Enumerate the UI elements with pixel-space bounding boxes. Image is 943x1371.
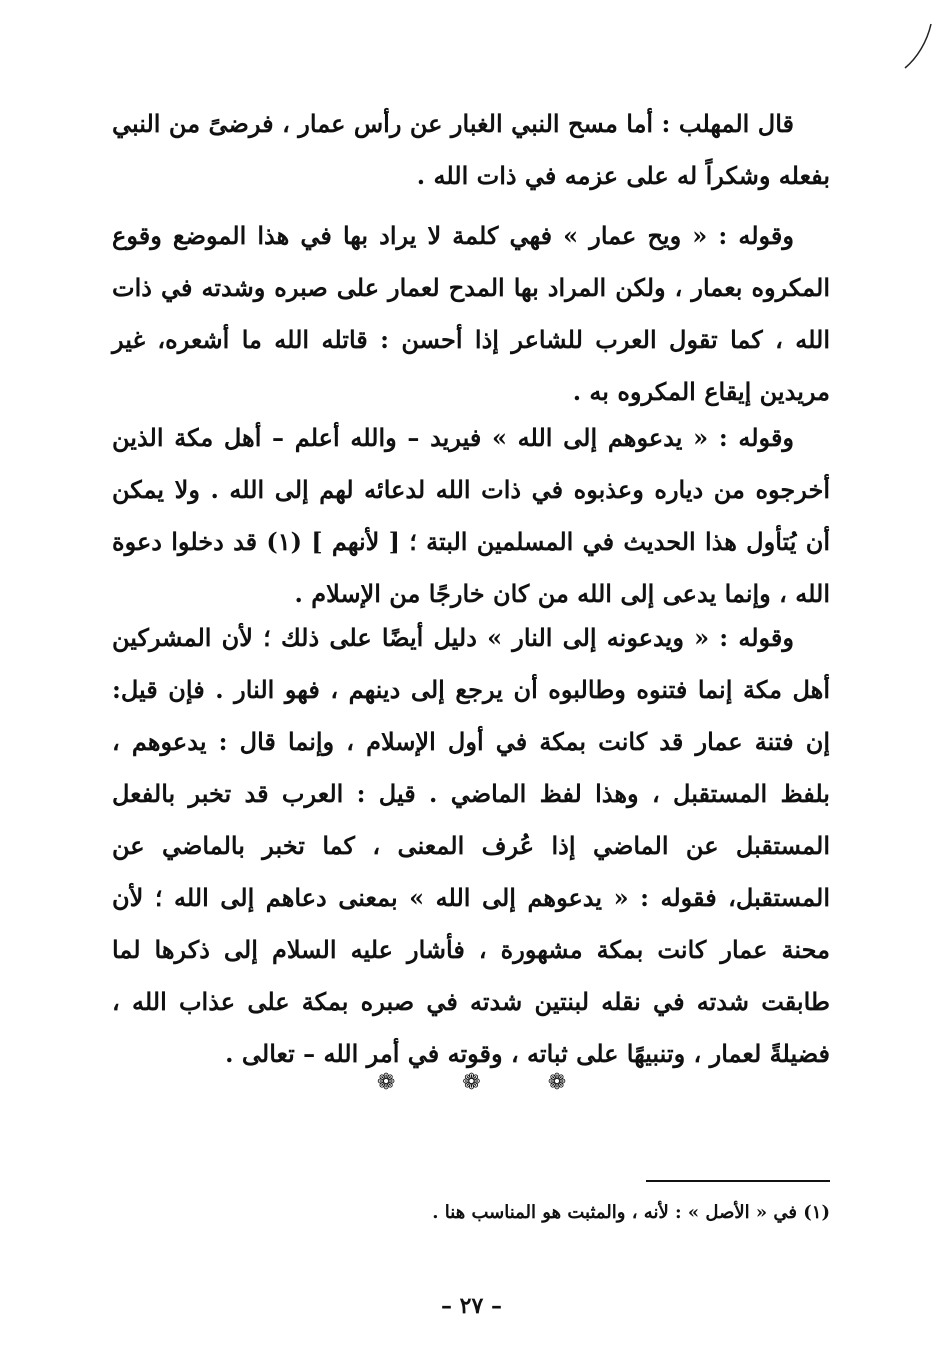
paragraph-text: قال المهلب : أما مسح النبي الغبار عن رأس عمار ، فرضىً من النبي بفعله وشكراً له على عزمه في ذات الله .: [112, 109, 830, 190]
paragraph-yadoohum: [112, 412, 830, 620]
divider-flower-icon: ❁: [376, 1070, 396, 1095]
footnote-rule: [646, 1180, 830, 1182]
paragraph-text: وقوله : « ويح عمار » فهي كلمة لا يراد بها في هذا الموضع وقوع المكروه بعمار ، ولكن المراد بها المدح لعمار على صبره وشدته في ذات الله ، كما تقول العرب للشاعر إذا أحسن : قاتله الله ما أشعره، غير مريدين إيقاع المكروه به .: [112, 221, 830, 406]
page-number: – ٢٧ –: [441, 1293, 502, 1319]
divider-flower-icon: ❁: [547, 1070, 567, 1095]
paragraph-muhallab: [112, 98, 830, 202]
section-divider: [0, 1070, 943, 1095]
divider-flower-icon: ❁: [462, 1070, 481, 1095]
paragraph-waih-ammar: [112, 210, 830, 418]
paragraph-text: وقوله : « ويدعونه إلى النار » دليل أيضًا على ذلك ؛ لأن المشركين أهل مكة إنما فتنوه وطالبوه أن يرجع إلى دينهم ، فهو النار . فإن قيل: إن فتنة عمار قد كانت بمكة في أول الإسلام ، وإنما قال : يدعوهم ، بلفظ المستقبل ، وهذا لفظ الماضي . قيل : العرب قد تخبر بالفعل المستقبل عن الماضي إذا عُرف المعنى ، كما تخبر بالماضي عن المستقبل، فقوله : « يدعوهم إلى الله » بمعنى دعاهم إلى الله ؛ لأن محنة عمار كانت بمكة مشهورة ، فأشار عليه السلام إلى ذكرها لما طابقت شدته في نقله لبنتين شدته في صبره بمكة على عذاب الله ، فضيلةً لعمار ، وتنبيهًا على ثباته ، وقوته في أمر الله – تعالى .: [112, 623, 830, 1068]
footnote: (١) في « الأصل » : لأنه ، والمثبت هو المناسب هنا .: [432, 1202, 830, 1223]
paragraph-yadoonahu: [112, 612, 830, 1080]
paragraph-text: وقوله : « يدعوهم إلى الله » فيريد – والله أعلم – أهل مكة الذين أخرجوه من دياره وعذبوه في ذات الله لدعائه لهم إلى الله . ولا يمكن أن يُتأول هذا الحديث في المسلمين البتة ؛ [ لأنهم ] (١) قد دخلوا دعوة الله ، وإنما يدعى إلى الله من كان خارجًا من الإسلام .: [112, 423, 830, 608]
corner-pen-mark: [903, 22, 933, 72]
